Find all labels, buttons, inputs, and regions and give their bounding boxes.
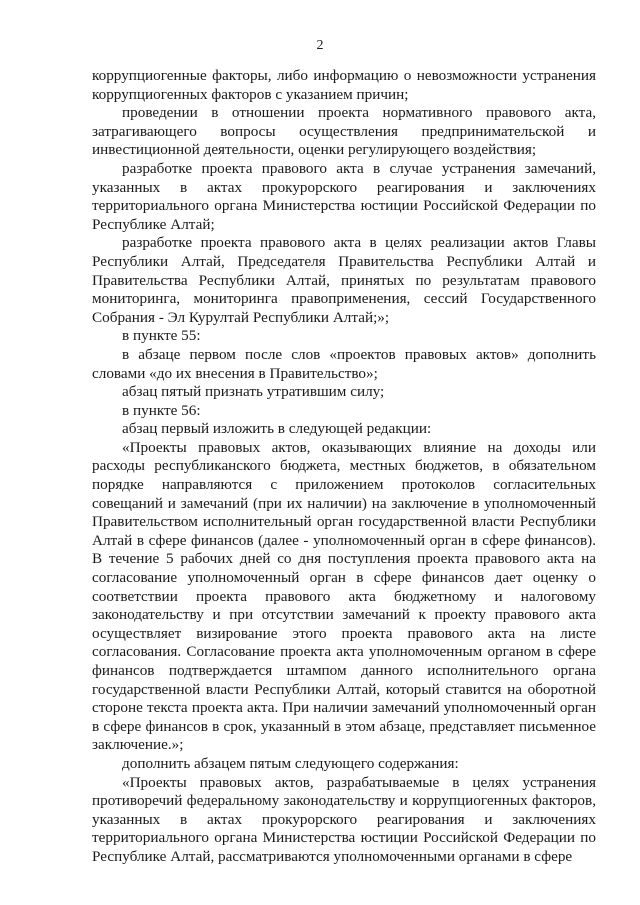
paragraph-add-fifth: дополнить абзацем пятым следующего содержания: (122, 754, 459, 772)
paragraph-budget-projects: «Проекты правовых актов, оказывающих влияние на доходы или расходы республиканского бюджета, местных бюджетов, в обязательном порядке направляются с приложением протоколов согласительных совещаний и замечаний (при их наличии) на заключение в уполномоченный Правительством исполнительный орган государственной власти Республики Алтай в сфере финансов (далее - уполномоченный орган в сфере финансов). В течение 5 рабочих дней со дня поступления проекта правового акта на согласование уполномоченный орган в сфере финансов дает оценку о соответствии проекта правового акта бюджетному и налоговому законодательству и при отсутствии замечаний к проекту правового акта осуществляет визирование этого проекта правового акта на листе согласования. Согласование проекта акта уполномоченным органом в сфере финансов подтверждается штампом данного исполнительного органа государственной власти Республики Алтай, который ставится на оборотной стороне текста проекта акта. При наличии замечаний уполномоченный орган в сфере финансов в срок, указанный в этом абзаце, представляет письменное заключение.»; (92, 438, 596, 754)
paragraph-item-55: в пункте 55: (122, 327, 201, 345)
paragraph-item-56-first: абзац первый изложить в следующей редакции: (122, 420, 432, 438)
paragraph-continuation: коррупциогенные факторы, либо информацию о невозможности устранения коррупциогенных факторов с указанием причин; (92, 67, 596, 103)
paragraph-item-56: в пункте 56: (122, 401, 201, 419)
paragraph-item-55-first: в абзаце первом после слов «проектов правовых актов» дополнить словами «до их внесения в Правительство»; (92, 345, 596, 382)
paragraph-head-acts: разработке проекта правового акта в целях реализации актов Главы Республики Алтай, Председателя Правительства Республики Алтай и Правительства Республики Алтай, принятых по результатам правового мониторинга, мониторинга правоприменения, сессий Государственного Собрания - Эл Курултай Республики Алтай;»; (92, 234, 596, 326)
paragraph-regulatory-impact: проведении в отношении проекта нормативного правового акта, затрагивающего вопросы осуществления предпринимательской и инвестиционной деятельности, оценки регулирующего воздействия; (92, 104, 596, 159)
paragraph-prosecutor-remarks: разработке проекта правового акта в случае устранения замечаний, указанных в актах прокурорского реагирования и заключениях территориального органа Министерства юстиции Российской Федерации по Республике Алтай; (92, 159, 596, 233)
page-number: 2 (316, 38, 324, 53)
paragraph-item-55-fifth: абзац пятый признать утратившим силу; (122, 383, 385, 401)
paragraph-federal-contradictions: «Проекты правовых актов, разрабатываемые в целях устранения противоречий федеральному законодательству и коррупциогенных факторов, указанных в актах прокурорского реагирования и заключениях территориального органа Министерства юстиции Российской Федерации по Республике Алтай, рассматриваются уполномоченными органами в сфере (92, 773, 596, 865)
document-body (92, 67, 596, 867)
